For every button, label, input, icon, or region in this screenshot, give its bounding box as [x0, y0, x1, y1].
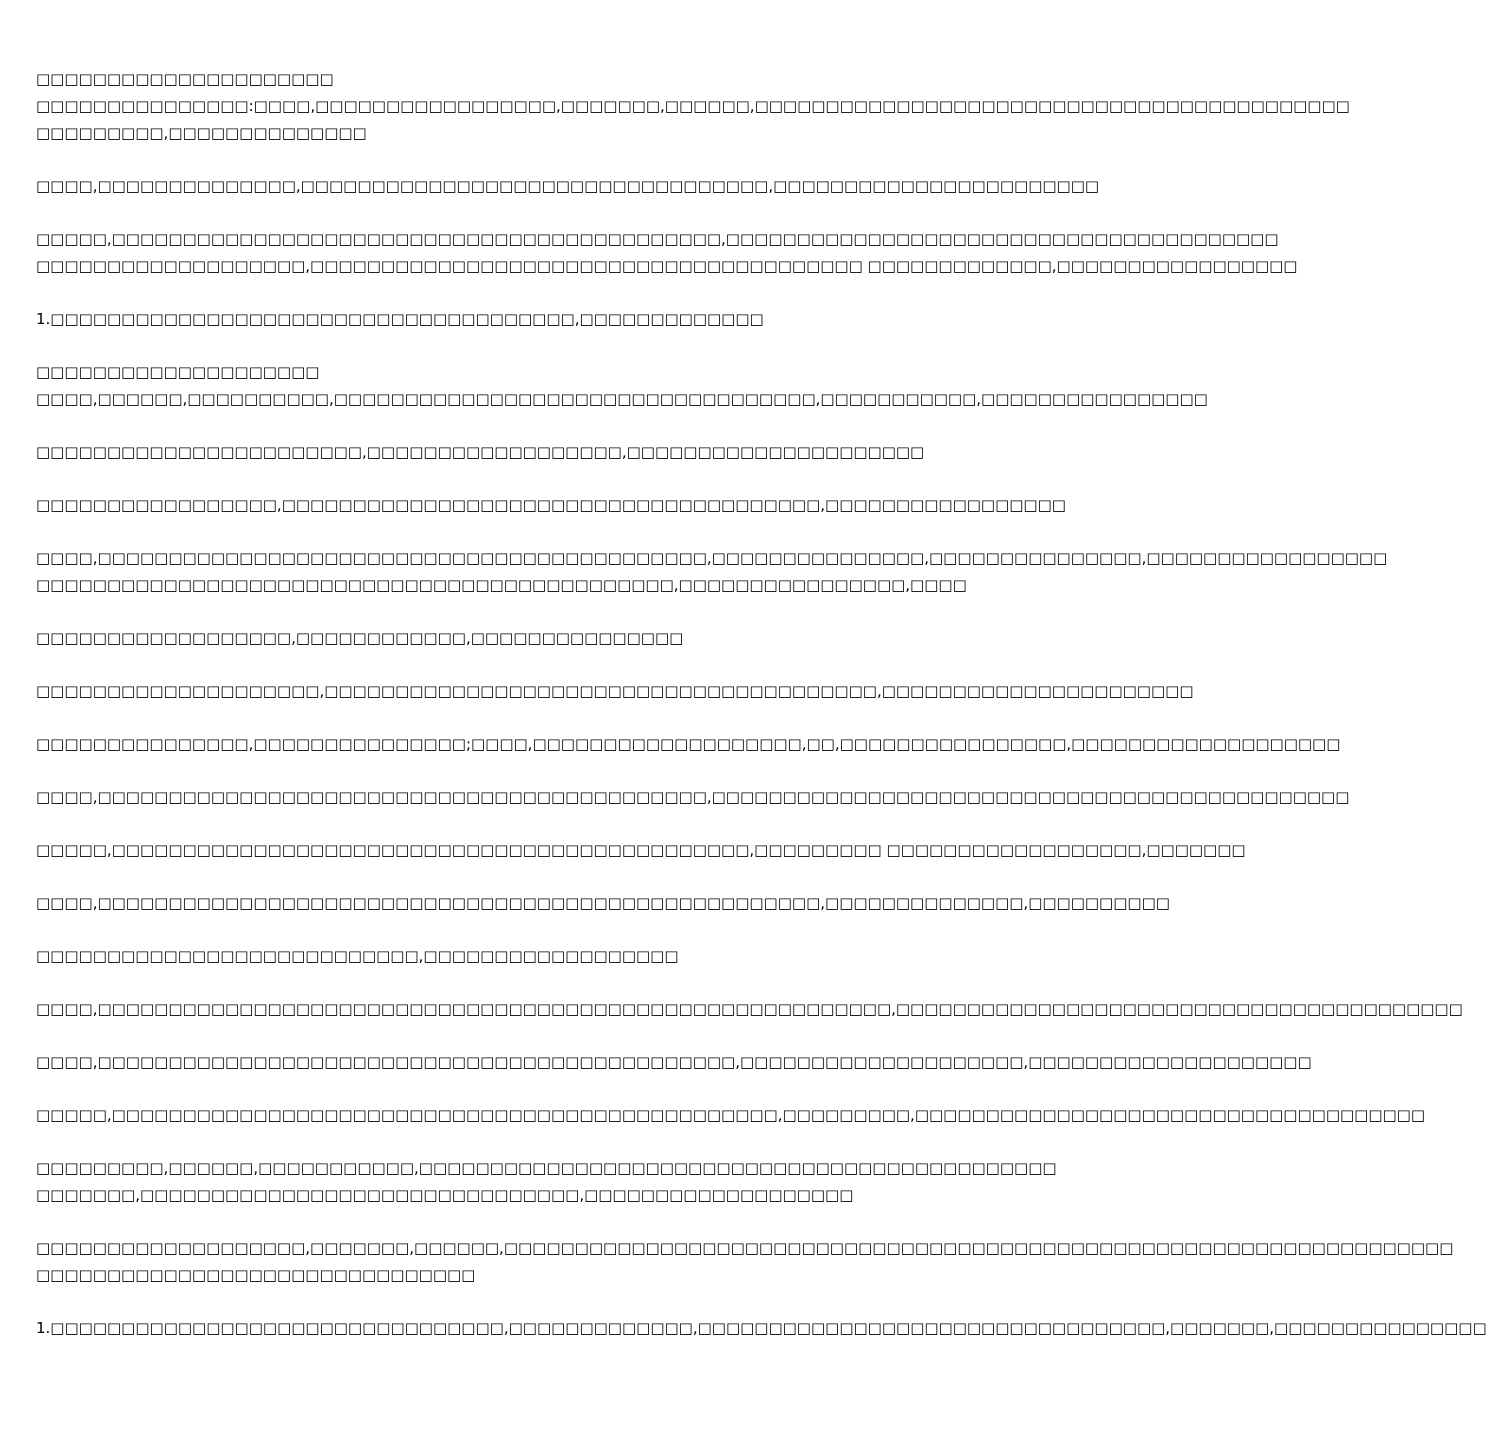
paragraph [36, 226, 1298, 280]
paragraph [36, 1315, 1487, 1342]
paragraph [36, 1049, 1312, 1076]
text-line: □□□□□□□□□□□□□□□□□,□□□□□□□□□□□□□□□□□□□□□□□□□□□□□□□□□□□□□□,□□□□□□□□□□□□□□□□□ [36, 496, 1066, 514]
text-line: □□□□□□□□□□□□□□□□□□□,□□□□□□□,□□□□□□,□□□□□□□□□□□□□□□□□□□□□□□□□□□□□□□□□□□□□□□□□□□□□□□□□□□□□□□□□□□□□□□□□□□ [36, 1239, 1454, 1257]
text-line: □□□□,□□□□□□,□□□□□□□□□□,□□□□□□□□□□□□□□□□□□□□□□□□□□□□□□□□□□,□□□□□□□□□□□,□□□□□□□□□□□□□□□□ [36, 390, 1208, 408]
text-line: 1.□□□□□□□□□□□□□□□□□□□□□□□□□□□□□□□□□□□□□,□□□□□□□□□□□□□ [36, 310, 764, 328]
document-body [36, 66, 1487, 1368]
paragraph [36, 306, 990, 333]
text-line: □□□□,□□□□□□□□□□□□□□,□□□□□□□□□□□□□□□□□□□□□□□□□□□□□□□□□,□□□□□□□□□□□□□□□□□□□□□□□ [36, 177, 1100, 195]
paragraph [36, 545, 1388, 599]
text-line: □□□□□□□□□□□□□□□□□□□□□□□□□□□,□□□□□□□□□□□□□□□□□□ [36, 947, 679, 965]
paragraph [36, 66, 1350, 147]
text-line: □□□□,□□□□□□□□□□□□□□□□□□□□□□□□□□□□□□□□□□□□□□□□□□□□□,□□□□□□□□□□□□□□□□□□□□,□□□□□□□□□□□□□□□□□□□□ [36, 1053, 1312, 1071]
text-line: □□□□□□□□□□□□□□□□□□□,□□□□□□□□□□□□□□□□□□□□□□□□□□□□□□□□□□□□□□□ □□□□□□□□□□□□□,□□□□□□□□□□□□□□□□□ [36, 257, 1298, 275]
paragraph [36, 837, 1246, 864]
paragraph [36, 1235, 1454, 1289]
paragraph [36, 996, 1463, 1023]
paragraph [36, 890, 1170, 917]
text-line: □□□□,□□□□□□□□□□□□□□□□□□□□□□□□□□□□□□□□□□□□□□□□□□□,□□□□□□□□□□□□□□□□□□□□□□□□□□□□□□□□□□□□□□□□□□□□□ [36, 788, 1350, 806]
paragraph [36, 943, 990, 970]
text-line: □□□□□□□□□,□□□□□□,□□□□□□□□□□□,□□□□□□□□□□□□□□□□□□□□□□□□□□□□□□□□□□□□□□□□□□□□□ [36, 1159, 1057, 1177]
paragraph [36, 731, 1341, 758]
text-line: □□□□□□□□□□□□□□□□□□□□ [36, 363, 320, 381]
paragraph [36, 439, 990, 466]
paragraph [36, 625, 990, 652]
paragraph [36, 1102, 1426, 1129]
text-line: □□□□□□□□□□□□□□□□□□□□□□□□□□□□□□□ [36, 1266, 476, 1284]
paragraph [36, 678, 1194, 705]
text-line: □□□□□□□□□□□□□□□,□□□□□□□□□□□□□□□;□□□□,□□□□□□□□□□□□□□□□□□□,□□,□□□□□□□□□□□□□□□□,□□□□□□□□□□□□□□□□□□□ [36, 735, 1341, 753]
text-line: □□□□□□□□□□□□□□□□□□□□□ [36, 70, 334, 88]
paragraph [36, 359, 1208, 413]
text-line: □□□□□,□□□□□□□□□□□□□□□□□□□□□□□□□□□□□□□□□□□□□□□□□□□□□,□□□□□□□□□ □□□□□□□□□□□□□□□□□□,□□□□□□□ [36, 841, 1246, 859]
text-line: □□□□□□□□□□□□□□□□□□□□□□□□□□□□□□□□□□□□□□□□□□□□□,□□□□□□□□□□□□□□□□,□□□□ [36, 576, 967, 594]
text-line: □□□□,□□□□□□□□□□□□□□□□□□□□□□□□□□□□□□□□□□□□□□□□□□□,□□□□□□□□□□□□□□□,□□□□□□□□□□□□□□□,□□□□□□□□□□□□□□□□□ [36, 549, 1388, 567]
paragraph [36, 784, 1350, 811]
text-line: □□□□□□□□□□□□□□□□□□,□□□□□□□□□□□□,□□□□□□□□□□□□□□□ [36, 629, 684, 647]
text-line: □□□□□□□□□□□□□□□:□□□□,□□□□□□□□□□□□□□□□□,□□□□□□□,□□□□□□,□□□□□□□□□□□□□□□□□□□□□□□□□□□□□□□□□□□□□□□□□□ [36, 97, 1350, 115]
text-line: □□□□,□□□□□□□□□□□□□□□□□□□□□□□□□□□□□□□□□□□□□□□□□□□□□□□□□□□,□□□□□□□□□□□□□□,□□□□□□□□□□ [36, 894, 1170, 912]
text-line: □□□□,□□□□□□□□□□□□□□□□□□□□□□□□□□□□□□□□□□□□□□□□□□□□□□□□□□□□□□□□,□□□□□□□□□□□□□□□□□□□□□□□□□□□□□□□□□□□□□□□□ [36, 1000, 1463, 1018]
text-line: □□□□□□□,□□□□□□□□□□□□□□□□□□□□□□□□□□□□□□□,□□□□□□□□□□□□□□□□□□□ [36, 1186, 854, 1204]
text-line: □□□□□□□□□,□□□□□□□□□□□□□□ [36, 124, 367, 142]
text-line: □□□□□□□□□□□□□□□□□□□□□□□,□□□□□□□□□□□□□□□□□□,□□□□□□□□□□□□□□□□□□□□□ [36, 443, 925, 461]
text-line: □□□□□□□□□□□□□□□□□□□□,□□□□□□□□□□□□□□□□□□□□□□□□□□□□□□□□□□□□□□□,□□□□□□□□□□□□□□□□□□□□□□ [36, 682, 1194, 700]
text-line: □□□□□,□□□□□□□□□□□□□□□□□□□□□□□□□□□□□□□□□□□□□□□□□□□,□□□□□□□□□□□□□□□□□□□□□□□□□□□□□□□□□□□□□□□ [36, 230, 1279, 248]
paragraph [36, 173, 1100, 200]
paragraph [36, 492, 1066, 519]
paragraph [36, 1155, 1057, 1209]
text-line: □□□□□,□□□□□□□□□□□□□□□□□□□□□□□□□□□□□□□□□□□□□□□□□□□□□□□,□□□□□□□□□,□□□□□□□□□□□□□□□□□□□□□□□□□□□□□□□□□□□□ [36, 1106, 1426, 1124]
text-line: 1.□□□□□□□□□□□□□□□□□□□□□□□□□□□□□□□□,□□□□□□□□□□□□□,□□□□□□□□□□□□□□□□□□□□□□□□□□□□□□□□□,□□□□□□□,□□□□□□□□□□□□□□□ [36, 1319, 1487, 1337]
